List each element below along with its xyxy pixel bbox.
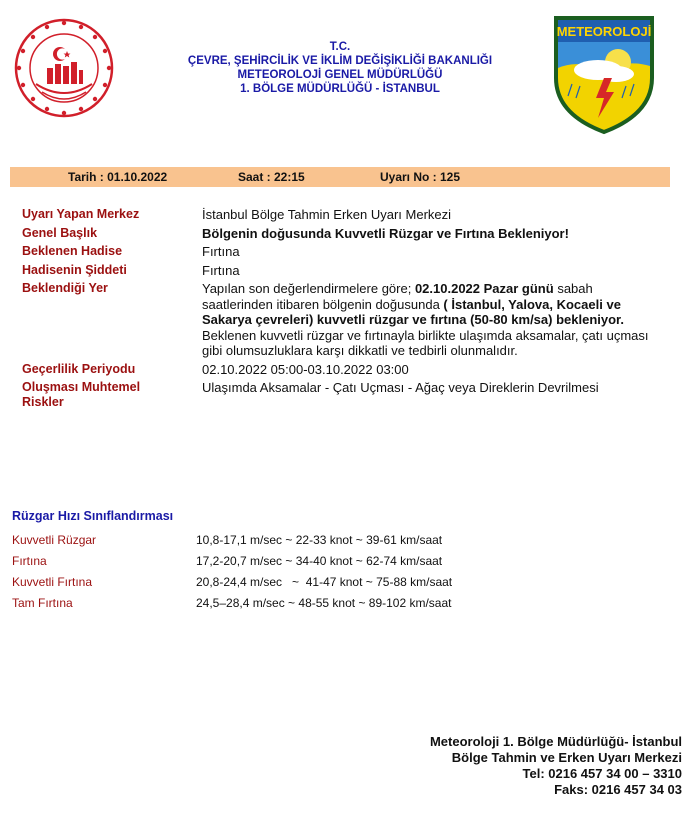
detail-value-location [202, 281, 662, 359]
wind-row [12, 529, 532, 550]
detail-label: Beklenen Hadise [22, 244, 123, 258]
detail-value: Ulaşımda Aksamalar - Çatı Uçması - Ağaç veya Direklerin Devrilmesi [202, 380, 599, 395]
detail-value: İstanbul Bölge Tahmin Erken Uyarı Merkezi [202, 207, 452, 222]
wind-row [12, 571, 532, 592]
detail-row-event [22, 244, 662, 260]
detail-row-risks [22, 380, 662, 410]
detail-label: Genel Başlık [22, 225, 98, 240]
detail-row-location [22, 281, 662, 359]
detail-row-title [22, 226, 662, 242]
wind-class-name: Kuvvetli Fırtına [12, 574, 93, 589]
footer-fax: Faks: 0216 457 34 03 [554, 782, 682, 797]
location-text-3: Beklenen kuvvetli rüzgar ve fırtınayla birlikte ulaşımda aksamalar, çatı uçması gibi olumsuzluklara karşı dikkatli ve tedbirli olunmalıdır. [202, 327, 649, 358]
wind-class-value: 10,8-17,1 m/sec ~ 22-33 knot ~ 39-61 km/saat [196, 532, 443, 547]
detail-row-center [22, 207, 662, 223]
wind-class-value: 24,5–28,4 m/sec ~ 48-55 knot ~ 89-102 km/saat [196, 595, 452, 610]
warning-date: Tarih : 01.10.2022 [68, 170, 168, 184]
wind-class-name: Fırtına [12, 553, 47, 568]
contact-footer [430, 734, 682, 798]
detail-value: Fırtına [202, 244, 240, 259]
warning-number: Uyarı No : 125 [380, 170, 461, 184]
wind-class-name: Tam Fırtına [12, 595, 73, 610]
location-regions: ( İstanbul, Yalova, Kocaeli ve Sakarya çevreleri) kuvvetli rüzgar ve fırtına (50-80 km/sa) bekleniyor. [202, 296, 624, 327]
warning-details [22, 207, 662, 413]
wind-class-value: 17,2-20,7 m/sec ~ 34-40 knot ~ 62-74 km/saat [196, 553, 443, 568]
detail-value: Fırtına [202, 262, 240, 278]
location-date: 02.10.2022 Pazar günü [414, 281, 554, 296]
footer-office: Meteoroloji 1. Bölge Müdürlüğü- İstanbul [429, 734, 682, 749]
location-text-1: Yapılan son değerlendirmelere göre; [202, 281, 415, 296]
wind-row [12, 592, 532, 613]
detail-row-validity [22, 362, 662, 378]
detail-label: Beklendiği Yer [22, 281, 108, 295]
detail-label: Uyarı Yapan Merkez [22, 207, 140, 221]
warning-time: Saat : 22:15 [238, 170, 305, 184]
meteoroloji-shield-logo [552, 14, 656, 136]
logo-text: METEOROLOJİ [556, 24, 652, 39]
wind-classification-title: Rüzgar Hızı Sınıflandırması [12, 509, 174, 523]
footer-phone: Tel: 0216 457 34 00 – 3310 [522, 766, 682, 781]
detail-label: Oluşması Muhtemel Riskler [22, 380, 141, 409]
header-line-directorate: METEOROLOJİ GENEL MÜDÜRLÜĞÜ [237, 69, 443, 81]
header-line-ministry: ÇEVRE, ŞEHİRCİLİK VE İKLİM DEĞİŞİKLİĞİ BAKANLIĞI [187, 55, 493, 67]
header-line-tc: T.C. [329, 41, 351, 53]
footer-center: Bölge Tahmin ve Erken Uyarı Merkezi [451, 750, 682, 765]
warning-info-bar [10, 167, 670, 187]
detail-value: Bölgenin doğusunda Kuvvetli Rüzgar ve Fırtına Bekleniyor! [202, 225, 569, 241]
wind-class-value: 20,8-24,4 m/sec ~ 41-47 knot ~ 75-88 km/saat [196, 574, 453, 589]
header-title-block [140, 40, 540, 96]
header-line-regional: 1. BÖLGE MÜDÜRLÜĞÜ - İSTANBUL [240, 83, 440, 95]
detail-label: Hadisenin Şiddeti [22, 262, 127, 277]
ministry-emblem-logo [14, 18, 114, 118]
wind-classification-table [12, 529, 532, 613]
location-text-2: sabah saatlerinden itibaren bölgenin doğusunda [202, 281, 593, 312]
wind-row [12, 550, 532, 571]
detail-row-severity [22, 263, 662, 279]
detail-label: Geçerlilik Periyodu [22, 361, 136, 376]
wind-class-name: Kuvvetli Rüzgar [12, 532, 97, 547]
detail-value: 02.10.2022 05:00-03.10.2022 03:00 [202, 361, 409, 377]
